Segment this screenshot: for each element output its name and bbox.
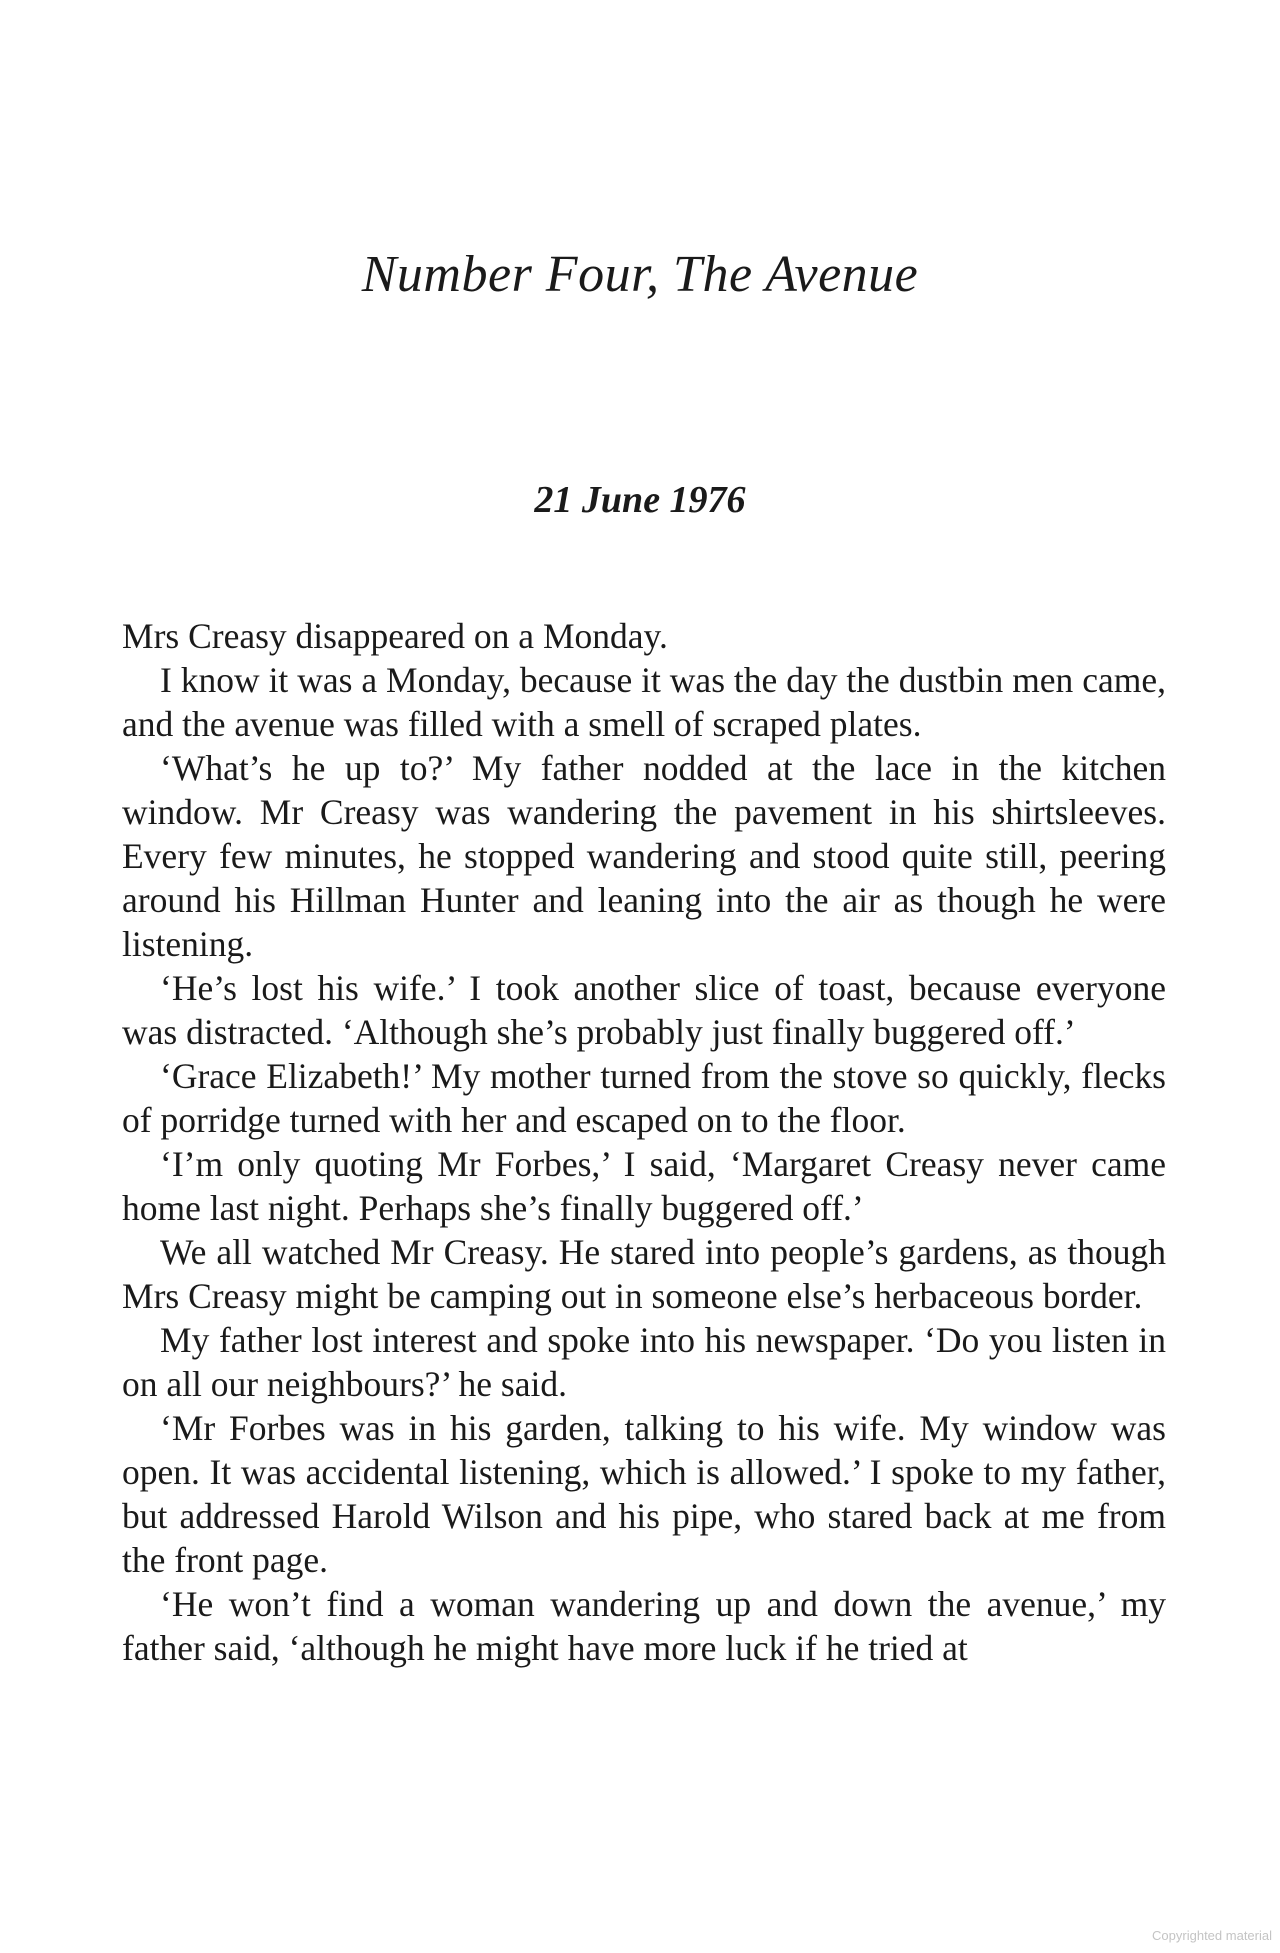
chapter-title: Number Four, The Avenue [361, 246, 919, 303]
paragraph: Mrs Creasy disappeared on a Monday. [122, 616, 668, 656]
paragraph: ‘I’m only quoting Mr Forbes,’ I said, ‘Margaret Creasy never came home last night. Perhaps she’s finally buggered off.’ [122, 1144, 1166, 1228]
copyright-watermark: Copyrighted material [1152, 1928, 1272, 1943]
paragraph: We all watched Mr Creasy. He stared into people’s gardens, as though Mrs Creasy might be camping out in someone else’s herbaceous border. [122, 1232, 1166, 1316]
paragraph: ‘Mr Forbes was in his garden, talking to his wife. My window was open. It was accidental listening, which is allowed.’ I spoke to my father, but addressed Harold Wilson and his pipe, who stared back at me from the front page. [122, 1408, 1166, 1580]
paragraph: My father lost interest and spoke into his newspaper. ‘Do you listen in on all our neighbours?’ he said. [122, 1320, 1166, 1404]
body-text [122, 614, 1166, 1670]
paragraph: ‘He won’t find a woman wandering up and down the avenue,’ my father said, ‘although he might have more luck if he tried at [122, 1584, 1166, 1668]
paragraph: I know it was a Monday, because it was the day the dustbin men came, and the avenue was filled with a smell of scraped plates. [122, 660, 1166, 744]
paragraph: ‘Grace Elizabeth!’ My mother turned from the stove so quickly, flecks of porridge turned with her and escaped on to the floor. [122, 1056, 1166, 1140]
chapter-date: 21 June 1976 [534, 479, 746, 521]
paragraph: ‘He’s lost his wife.’ I took another slice of toast, because everyone was distracted. ‘Although she’s probably just finally buggered off.’ [122, 968, 1166, 1052]
paragraph: ‘What’s he up to?’ My father nodded at the lace in the kitchen window. Mr Creasy was wandering the pavement in his shirtsleeves. Every few minutes, he stopped wandering and stood quite still, peering around his Hillman Hunter and leaning into the air as though he were listening. [122, 748, 1166, 964]
